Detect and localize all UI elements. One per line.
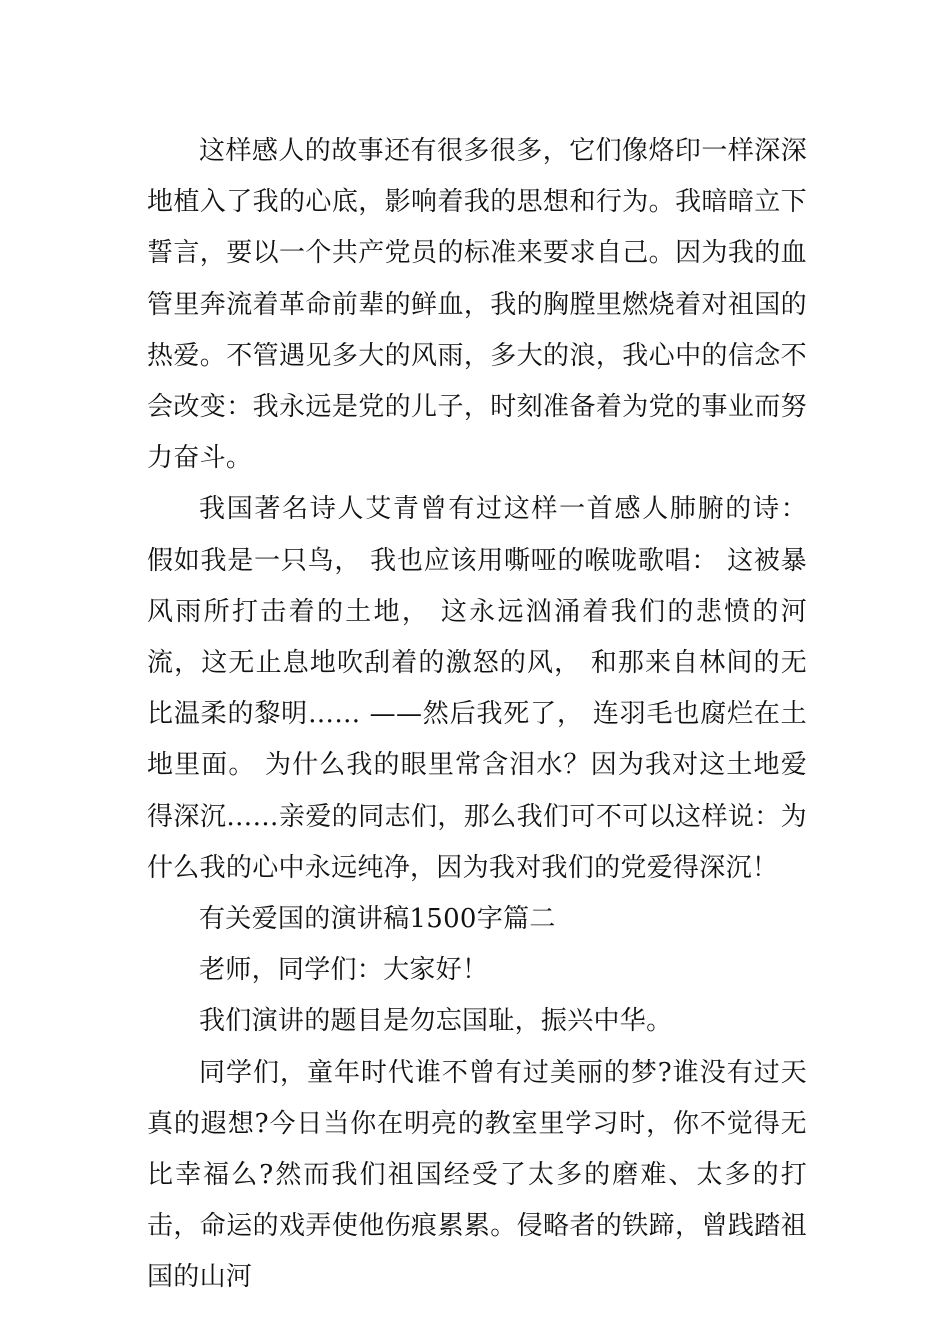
greeting: 老师，同学们：大家好！	[199, 955, 489, 986]
paragraph-aiqing-poem: 我国著名诗人艾青曾有过这样一首感人肺腑的诗： 假如我是一只鸟， 我也应该用嘶哑的喉咙歌唱： 这被暴风雨所打击着的土地， 这永远汹涌着我们的悲愤的河流，这无止息地吹刮着的激怒的风， 和那来自林间的无比温柔的黎明…… ——然后我死了， 连羽毛也腐烂在土地里面。 为什么我的眼里常含泪水？因为我对这土地爱得深沉……亲爱的同志们，那么我们可不可以这样说：为什么我的心中永远纯净，因为我对我们的党爱得深沉！	[147, 494, 807, 883]
section-heading: 有关爱国的演讲稿1500字篇二	[199, 904, 556, 935]
paragraph-story-pledge: 这样感人的故事还有很多很多，它们像烙印一样深深地植入了我的心底，影响着我的思想和行为。我暗暗立下誓言，要以一个共产党员的标准来要求自己。因为我的血管里奔流着革命前辈的鲜血，我的胸膛里燃烧着对祖国的热爱。不管遇见多大的风雨，多大的浪，我心中的信念不会改变：我永远是党的儿子，时刻准备着为党的事业而努力奋斗。	[147, 136, 807, 474]
document-body	[147, 126, 807, 1304]
paragraph-childhood-dream: 同学们，童年时代谁不曾有过美丽的梦?谁没有过天真的遐想?今日当你在明亮的教室里学习时，你不觉得无比幸福么?然而我们祖国经受了太多的磨难、太多的打击，命运的戏弄使他伤痕累累。侵略者的铁蹄，曾践踏祖国的山河	[147, 1057, 807, 1293]
speech-topic: 我们演讲的题目是勿忘国耻，振兴中华。	[199, 1006, 673, 1037]
